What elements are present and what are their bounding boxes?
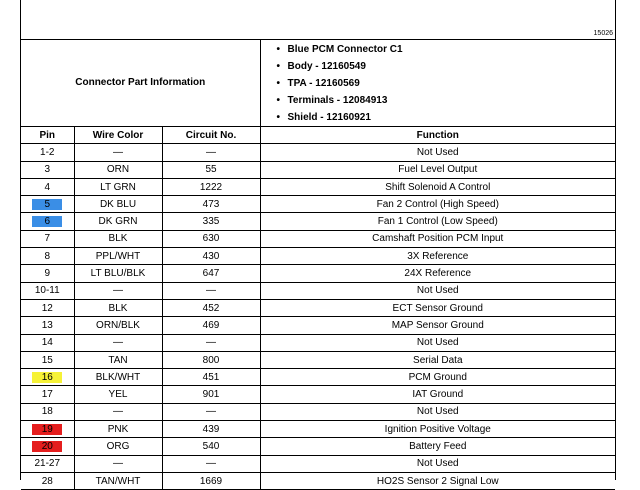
function-cell: 3X Reference xyxy=(260,248,615,265)
pin-header: Pin xyxy=(21,127,74,144)
function-cell: Not Used xyxy=(260,455,615,472)
wire-color-cell: TAN xyxy=(74,351,162,368)
wire-color-cell: — xyxy=(74,282,162,299)
circuit-no-cell: — xyxy=(162,403,260,420)
pin-cell xyxy=(21,178,74,195)
wire-color-cell: DK GRN xyxy=(74,213,162,230)
circuit-no-cell: — xyxy=(162,144,260,161)
table-row xyxy=(21,403,615,420)
wire-color-cell: PNK xyxy=(74,421,162,438)
function-cell: 24X Reference xyxy=(260,265,615,282)
pin-cell xyxy=(21,369,74,386)
connector-info-row xyxy=(21,39,615,127)
wire-color-header: Wire Color xyxy=(74,127,162,144)
wire-color-cell: ORN xyxy=(74,161,162,178)
wire-color-cell: — xyxy=(74,455,162,472)
circuit-no-cell: — xyxy=(162,334,260,351)
pin-cell xyxy=(21,144,74,161)
pin-cell xyxy=(21,386,74,403)
function-cell: Not Used xyxy=(260,144,615,161)
table-row xyxy=(21,282,615,299)
pin-cell xyxy=(21,438,74,455)
wire-color-cell: BLK xyxy=(74,299,162,316)
function-cell: Camshaft Position PCM Input xyxy=(260,230,615,247)
circuit-no-cell: 430 xyxy=(162,248,260,265)
table-row xyxy=(21,248,615,265)
circuit-no-cell: 800 xyxy=(162,351,260,368)
connector-info-item: • Shield - 12160921 xyxy=(277,109,616,126)
table-row xyxy=(21,213,615,230)
table-row xyxy=(21,351,615,368)
pin-number-highlighted: 6 xyxy=(32,216,62,227)
circuit-no-cell: — xyxy=(162,455,260,472)
circuit-no-cell: 439 xyxy=(162,421,260,438)
pin-number: 15 xyxy=(41,354,53,366)
pin-number: 28 xyxy=(41,475,53,487)
table-row xyxy=(21,334,615,351)
pin-number: 8 xyxy=(44,250,51,262)
function-cell: Shift Solenoid A Control xyxy=(260,178,615,195)
wire-color-cell: PPL/WHT xyxy=(74,248,162,265)
pin-cell xyxy=(21,230,74,247)
pinout-table xyxy=(21,39,615,490)
wire-color-cell: — xyxy=(74,403,162,420)
circuit-no-cell: 647 xyxy=(162,265,260,282)
pin-cell xyxy=(21,196,74,213)
pin-cell xyxy=(21,317,74,334)
circuit-no-cell: 1669 xyxy=(162,472,260,489)
pin-cell xyxy=(21,213,74,230)
table-row xyxy=(21,472,615,489)
table-row xyxy=(21,265,615,282)
wire-color-cell: ORG xyxy=(74,438,162,455)
pin-number: 3 xyxy=(44,164,51,176)
connector-info-item: • Body - 12160549 xyxy=(277,58,616,75)
pin-cell xyxy=(21,282,74,299)
figure-id: 15026 xyxy=(593,30,613,37)
table-row xyxy=(21,299,615,316)
wire-color-cell: BLK/WHT xyxy=(74,369,162,386)
circuit-no-header: Circuit No. xyxy=(162,127,260,144)
table-row xyxy=(21,438,615,455)
pin-number: 18 xyxy=(41,406,53,418)
function-header: Function xyxy=(260,127,615,144)
pin-number: 17 xyxy=(41,389,53,401)
connector-info-item: • TPA - 12160569 xyxy=(277,75,616,92)
pin-cell xyxy=(21,472,74,489)
pin-cell xyxy=(21,455,74,472)
pin-number-highlighted: 19 xyxy=(32,424,62,435)
function-cell: ECT Sensor Ground xyxy=(260,299,615,316)
circuit-no-cell: 335 xyxy=(162,213,260,230)
wire-color-cell: YEL xyxy=(74,386,162,403)
wire-color-cell: DK BLU xyxy=(74,196,162,213)
connector-info-list xyxy=(260,39,615,127)
circuit-no-cell: 452 xyxy=(162,299,260,316)
pin-number: 9 xyxy=(44,268,51,280)
pin-cell xyxy=(21,265,74,282)
pin-number-highlighted: 20 xyxy=(32,441,62,452)
function-cell: Ignition Positive Voltage xyxy=(260,421,615,438)
circuit-no-cell: 1222 xyxy=(162,178,260,195)
circuit-no-cell: 451 xyxy=(162,369,260,386)
wire-color-cell: ORN/BLK xyxy=(74,317,162,334)
pin-number: 13 xyxy=(41,319,53,331)
pin-cell xyxy=(21,161,74,178)
connector-document xyxy=(20,0,616,487)
table-row xyxy=(21,196,615,213)
pin-number: 7 xyxy=(44,233,51,245)
pin-number-highlighted: 16 xyxy=(32,372,62,383)
function-cell: Battery Feed xyxy=(260,438,615,455)
table-row xyxy=(21,386,615,403)
pin-number: 14 xyxy=(41,337,53,349)
connector-info-label: Connector Part Information xyxy=(21,39,260,127)
wire-color-cell: — xyxy=(74,144,162,161)
table-row xyxy=(21,161,615,178)
table-row xyxy=(21,230,615,247)
circuit-no-cell: 55 xyxy=(162,161,260,178)
table-row xyxy=(21,144,615,161)
function-cell: Not Used xyxy=(260,403,615,420)
wire-color-cell: LT GRN xyxy=(74,178,162,195)
pin-cell xyxy=(21,334,74,351)
pin-cell xyxy=(21,403,74,420)
pin-cell xyxy=(21,421,74,438)
table-header-row xyxy=(21,127,615,144)
wire-color-cell: LT BLU/BLK xyxy=(74,265,162,282)
pin-cell xyxy=(21,248,74,265)
table-row xyxy=(21,317,615,334)
wire-color-cell: TAN/WHT xyxy=(74,472,162,489)
circuit-no-cell: — xyxy=(162,282,260,299)
circuit-no-cell: 469 xyxy=(162,317,260,334)
function-cell: Serial Data xyxy=(260,351,615,368)
pin-number: 10-11 xyxy=(34,285,60,297)
function-cell: Not Used xyxy=(260,282,615,299)
wire-color-cell: BLK xyxy=(74,230,162,247)
circuit-no-cell: 630 xyxy=(162,230,260,247)
circuit-no-cell: 473 xyxy=(162,196,260,213)
connector-info-item: • Blue PCM Connector C1 xyxy=(277,41,616,58)
function-cell: Not Used xyxy=(260,334,615,351)
function-cell: MAP Sensor Ground xyxy=(260,317,615,334)
table-row xyxy=(21,369,615,386)
function-cell: Fan 2 Control (High Speed) xyxy=(260,196,615,213)
connector-info-item: • Terminals - 12084913 xyxy=(277,92,616,109)
header-box xyxy=(21,0,615,40)
table-row xyxy=(21,178,615,195)
pin-number: 4 xyxy=(44,181,51,193)
pin-cell xyxy=(21,351,74,368)
table-row xyxy=(21,421,615,438)
function-cell: Fuel Level Output xyxy=(260,161,615,178)
pin-number: 21-27 xyxy=(34,458,61,470)
pin-number-highlighted: 5 xyxy=(32,199,62,210)
table-row xyxy=(21,455,615,472)
function-cell: HO2S Sensor 2 Signal Low xyxy=(260,472,615,489)
pin-cell xyxy=(21,299,74,316)
function-cell: Fan 1 Control (Low Speed) xyxy=(260,213,615,230)
pin-number: 12 xyxy=(41,302,53,314)
circuit-no-cell: 901 xyxy=(162,386,260,403)
circuit-no-cell: 540 xyxy=(162,438,260,455)
function-cell: IAT Ground xyxy=(260,386,615,403)
function-cell: PCM Ground xyxy=(260,369,615,386)
wire-color-cell: — xyxy=(74,334,162,351)
pin-number: 1-2 xyxy=(40,146,55,158)
